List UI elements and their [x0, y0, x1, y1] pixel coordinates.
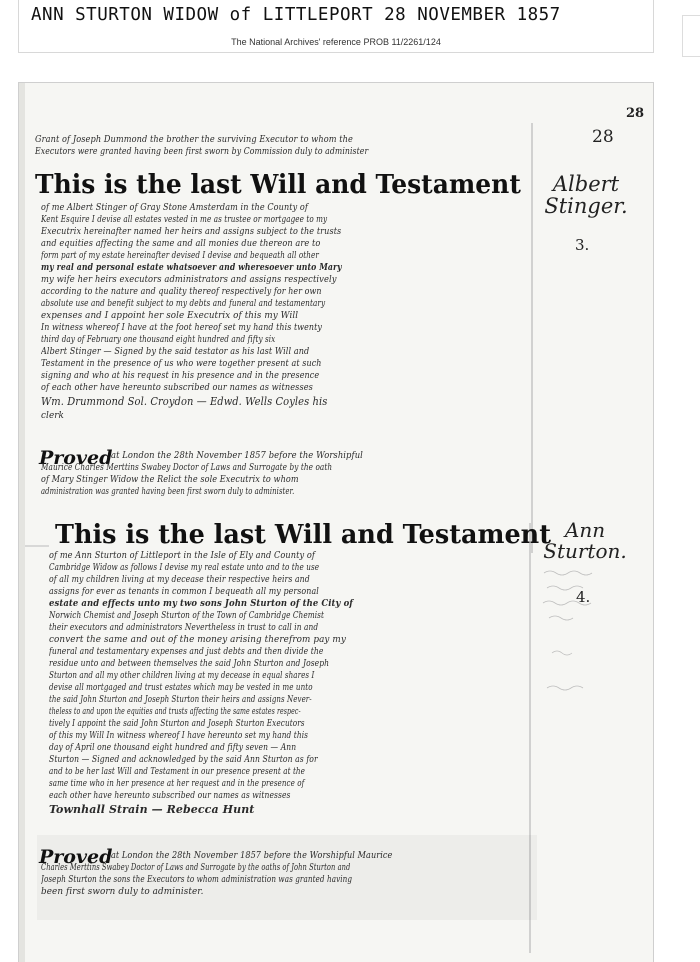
text-line: Executors were granted having been first sworn by Commission duly to administer: [35, 147, 369, 157]
text-line: each other have hereunto subscribed our names as witnesses: [49, 791, 291, 801]
document-title: ANN STURTON WIDOW of LITTLEPORT 28 NOVEMBER 1857: [31, 5, 561, 25]
text-line: third day of February one thousand eight hundred and fifty six: [41, 335, 276, 345]
text-line: tively I appoint the said John Sturton and Joseph Sturton Executors: [49, 719, 305, 729]
text-line: of all my children living at my decease their respective heirs and: [49, 575, 310, 585]
will-body-stinger: [41, 203, 531, 425]
margin-name-line: Ann: [564, 518, 606, 542]
text-line: expenses and I appoint her sole Executrix of this my Will: [41, 311, 299, 321]
text-line: Sturton and all my other children living at my decease in equal shares I: [49, 671, 315, 681]
text-line: devise all mortgaged and trust estates which may be vested in me unto: [49, 683, 313, 693]
will-body-sturton: [49, 551, 531, 823]
text-line: Joseph Sturton the sons the Executors to whom administration was granted having: [41, 875, 353, 885]
text-line: convert the same and out of the money arising therefrom pay my: [49, 635, 346, 645]
text-line: and to be her last Will and Testament in our presence present at the: [49, 767, 306, 777]
text-line: of Mary Stinger Widow the Relict the sole Executrix to whom: [41, 475, 299, 485]
text-line: clerk: [41, 411, 64, 421]
text-line: Albert Stinger — Signed by the said testator as his last Will and: [41, 347, 310, 357]
text-line: form part of my estate hereinafter devised I devise and bequeath all other: [41, 251, 319, 261]
text-line: administration was granted having been first sworn duly to administer.: [41, 487, 295, 497]
text-line: assigns for ever as tenants in common I bequeath all my personal: [49, 587, 319, 597]
text-line: Wm. Drummond Sol. Croydon — Edwd. Wells Coyles his: [41, 395, 328, 408]
text-line: my real and personal estate whatsoever and wheresoever unto Mary: [41, 263, 342, 273]
margin-name-line: Sturton.: [543, 539, 627, 563]
will-heading-sturton: This is the last Will and Testament: [55, 520, 551, 550]
text-line: their executors and administrators Nevertheless in trust to call in and: [49, 623, 319, 633]
probate-clause-sturton: [41, 851, 531, 903]
text-line: and equities affecting the same and all monies due thereon are to: [41, 239, 321, 249]
text-line: at London the 28th November 1857 before the Worshipful Maurice: [111, 851, 393, 861]
margin-entry-index-3: 3.: [575, 236, 590, 254]
text-line: funeral and testamentary expenses and just debts and then divide the: [49, 647, 324, 657]
text-line: theless to and upon the equities and trusts affecting the same estates respec-: [49, 707, 301, 717]
text-line: been first sworn duly to administer.: [41, 887, 204, 897]
proved-label-stinger: Proved: [39, 447, 113, 469]
text-line: In witness whereof I have at the foot hereof set my hand this twenty: [41, 323, 322, 333]
text-line: of this my Will In witness whereof I have hereunto set my hand this: [49, 731, 309, 741]
probate-clause-stinger: [41, 451, 531, 501]
margin-folio-number: 28: [592, 127, 614, 147]
text-line: Townhall Strain — Rebecca Hunt: [49, 803, 255, 816]
text-line: absolute use and benefit subject to my debts and funeral and testamentary: [41, 299, 326, 309]
text-line: Executrix hereinafter named her heirs and assigns subject to the trusts: [41, 227, 342, 237]
text-line: Charles Merttins Swabey Doctor of Laws and Surrogate by the oaths of John Sturton and: [41, 863, 351, 873]
document-header: [18, 0, 654, 53]
text-line: of me Albert Stinger of Gray Stone Amsterdam in the County of: [41, 203, 308, 213]
text-line: same time who in her presence at her request and in the presence of: [49, 779, 305, 789]
text-line: Sturton — Signed and acknowledged by the said Ann Sturton as for: [49, 755, 318, 765]
text-line: the said John Sturton and Joseph Sturton their heirs and assigns Never-: [49, 695, 312, 705]
text-line: according to the nature and quality thereof respectively for her own: [41, 287, 322, 297]
text-line: of me Ann Sturton of Littleport in the Isle of Ely and County of: [49, 551, 316, 561]
text-line: residue unto and between themselves the said John Sturton and Joseph: [49, 659, 330, 669]
text-line: Kent Esquire I devise all estates vested in me as trustee or mortgagee to my: [41, 215, 328, 225]
text-line: Testament in the presence of us who were together present at such: [41, 359, 322, 369]
adjacent-page-edge: [682, 15, 700, 57]
text-line: my wife her heirs executors administrators and assigns respectively: [41, 275, 337, 285]
will-heading-stinger: This is the last Will and Testament: [35, 170, 521, 200]
margin-entry-index-4: 4.: [576, 588, 591, 606]
text-line: Cambridge Widow as follows I devise my real estate unto and to the use: [49, 563, 320, 573]
text-line: Grant of Joseph Dummond the brother the surviving Executor to whom the: [35, 135, 353, 145]
text-line: at London the 28th November 1857 before the Worshipful: [111, 451, 363, 461]
printed-page-number: 28: [626, 106, 645, 121]
proved-label-sturton: Proved: [39, 846, 113, 868]
margin-testator-name-stinger: Albert Stinger.: [544, 172, 628, 219]
text-line: of each other have hereunto subscribed our names as witnesses: [41, 383, 313, 393]
text-line: Maurice Charles Merttins Swabey Doctor of Laws and Surrogate by the oath: [41, 463, 333, 473]
register-page: [18, 82, 654, 962]
text-line: estate and effects unto my two sons John Sturton of the City of: [49, 599, 354, 609]
previous-entry-tail: [35, 135, 525, 159]
text-line: signing and who at his request in his presence and in the presence: [41, 371, 320, 381]
text-line: Norwich Chemist and Joseph Sturton of the Town of Cambridge Chemist: [49, 611, 325, 621]
text-line: day of April one thousand eight hundred and fifty seven — Ann: [49, 743, 297, 753]
archive-reference: The National Archives' reference PROB 11/2261/124: [231, 37, 441, 47]
